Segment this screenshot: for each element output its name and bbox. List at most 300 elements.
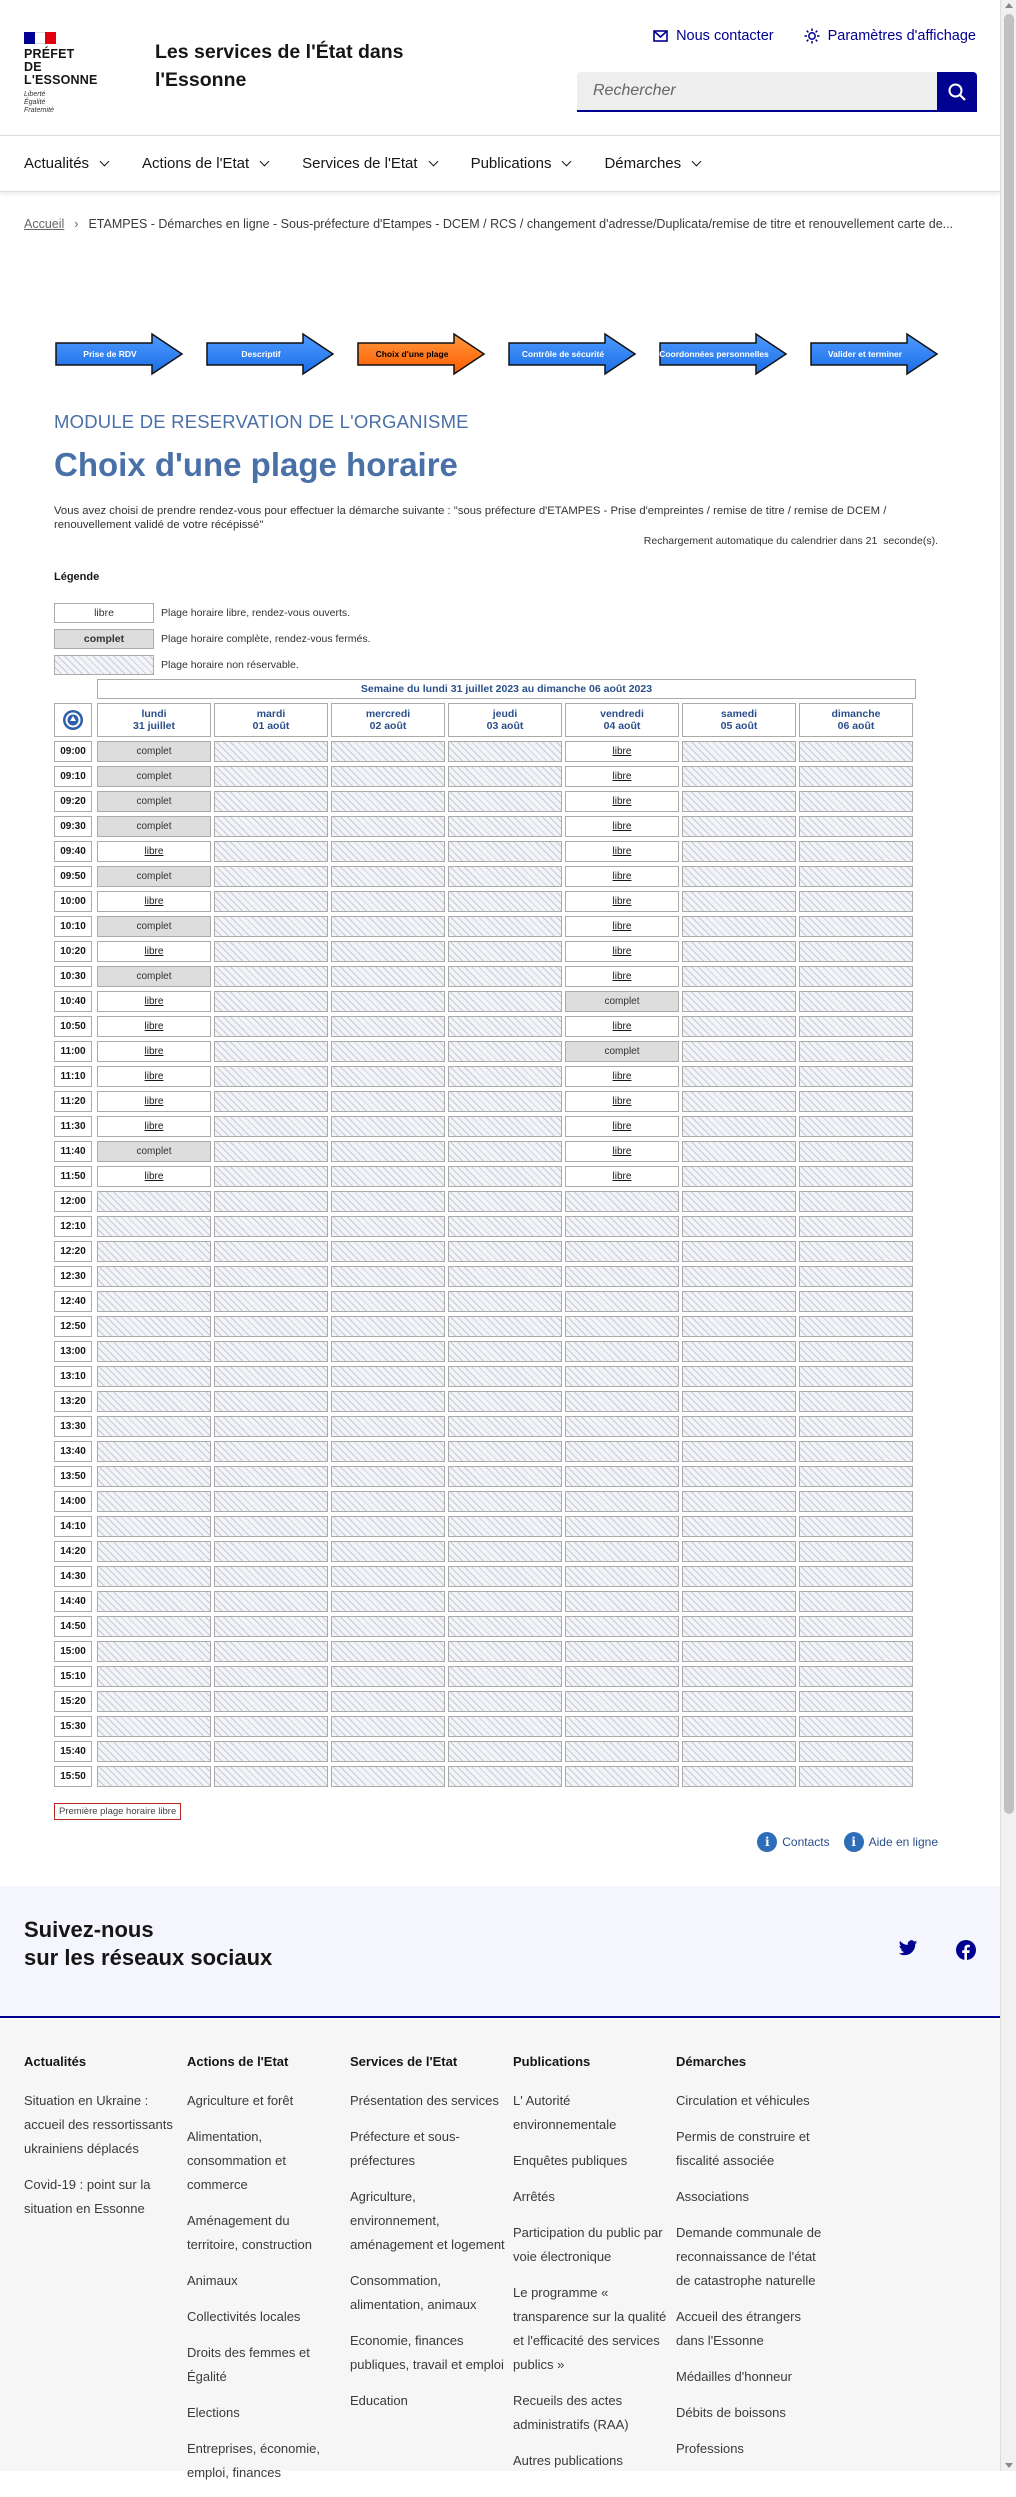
day-header-jeudi: jeudi 03 août xyxy=(448,703,562,737)
footer-link[interactable]: Recueils des actes administratifs (RAA) xyxy=(513,2393,629,2432)
slot-unavailable xyxy=(448,866,562,887)
slot-label: complet xyxy=(136,821,172,832)
time-row xyxy=(54,916,916,937)
slot-unavailable xyxy=(97,1441,211,1462)
slot-unavailable xyxy=(331,1541,445,1562)
slot-unavailable xyxy=(214,1216,328,1237)
slot-unavailable xyxy=(799,1166,913,1187)
slot-unavailable xyxy=(214,1141,328,1162)
slot-unavailable xyxy=(214,791,328,812)
breadcrumb-current: ETAMPES - Démarches en ligne - Sous-préfecture d'Etampes - DCEM / RCS / changement d'adresse/Duplicata/remise de titre et renouvellement carte de... xyxy=(88,217,954,231)
search-bar xyxy=(577,72,977,112)
slot-unavailable xyxy=(331,941,445,962)
calendar-nav-button[interactable] xyxy=(54,703,92,737)
slot-label: complet xyxy=(604,996,640,1007)
time-row xyxy=(54,1516,916,1537)
slot-unavailable xyxy=(214,1116,328,1137)
step-1[interactable] xyxy=(54,333,184,375)
time-row xyxy=(54,791,916,812)
slot-libre[interactable] xyxy=(565,966,679,987)
slot-libre[interactable] xyxy=(97,941,211,962)
slot-unavailable xyxy=(331,1191,445,1212)
time-label: 11:30 xyxy=(54,1116,92,1137)
slot-unavailable xyxy=(331,1641,445,1662)
slot-unavailable xyxy=(565,1516,679,1537)
time-row xyxy=(54,1666,916,1687)
slot-unavailable xyxy=(799,1541,913,1562)
time-row xyxy=(54,941,916,962)
contacts-link[interactable]: i Contacts xyxy=(757,1832,829,1852)
time-label: 10:20 xyxy=(54,941,92,962)
time-row xyxy=(54,1366,916,1387)
slot-unavailable xyxy=(214,1766,328,1787)
footer-link[interactable]: Agriculture et forêt xyxy=(187,2093,294,2108)
slot-complet xyxy=(97,966,211,987)
footer-link[interactable]: Professions xyxy=(676,2441,744,2456)
slot-label: libre xyxy=(144,946,164,957)
slot-label: complet xyxy=(136,796,172,807)
time-row xyxy=(54,1241,916,1262)
social-title: Suivez-nous sur les réseaux sociaux xyxy=(24,1917,273,1970)
slot-unavailable xyxy=(565,1266,679,1287)
footer-link[interactable]: Enquêtes publiques xyxy=(513,2153,628,2168)
slot-label: complet xyxy=(136,746,172,757)
time-row xyxy=(54,1641,916,1662)
slot-unavailable xyxy=(682,1341,796,1362)
slot-libre[interactable] xyxy=(97,1091,211,1112)
slot-unavailable xyxy=(682,1241,796,1262)
social-icons xyxy=(898,1940,976,1960)
slot-label: libre xyxy=(144,1096,164,1107)
time-row xyxy=(54,1716,916,1737)
slot-unavailable xyxy=(799,966,913,987)
footer-column xyxy=(187,2054,342,2497)
footer-link[interactable]: Permis de construire et fiscalité associée xyxy=(676,2129,810,2168)
footer-link[interactable]: Le programme « transparence sur la qualité et l'efficacité des services publics » xyxy=(513,2285,667,2372)
nav-item-demarches[interactable]: Démarches xyxy=(604,155,700,172)
slot-unavailable xyxy=(331,1491,445,1512)
slot-unavailable xyxy=(682,791,796,812)
slot-unavailable xyxy=(448,1716,562,1737)
slot-libre[interactable] xyxy=(97,1166,211,1187)
chevron-down-icon xyxy=(692,157,702,167)
breadcrumb xyxy=(0,192,990,238)
slot-unavailable xyxy=(97,1666,211,1687)
slot-unavailable xyxy=(565,1341,679,1362)
nav-item-publications[interactable]: Publications xyxy=(471,155,571,172)
footer-column xyxy=(676,2054,831,2473)
time-label: 12:30 xyxy=(54,1266,92,1287)
slot-label: libre xyxy=(144,846,164,857)
slot-unavailable xyxy=(448,766,562,787)
footer-link[interactable]: Agriculture, environnement, aménagement et logement xyxy=(350,2189,505,2252)
time-row xyxy=(54,1766,916,1787)
slot-label: complet xyxy=(604,1046,640,1057)
slot-unavailable xyxy=(448,1016,562,1037)
slot-libre[interactable] xyxy=(97,991,211,1012)
slot-unavailable xyxy=(331,1416,445,1437)
slot-label: libre xyxy=(612,1146,632,1157)
slot-unavailable xyxy=(331,1241,445,1262)
slot-unavailable xyxy=(799,1241,913,1262)
slot-unavailable xyxy=(214,1566,328,1587)
step-label: Contrôle de sécurité xyxy=(521,349,605,359)
slot-unavailable xyxy=(682,1091,796,1112)
slot-label: libre xyxy=(144,1171,164,1182)
main-navigation xyxy=(0,136,1000,192)
slot-unavailable xyxy=(214,891,328,912)
footer-link[interactable]: Autres publications xyxy=(513,2453,623,2468)
slot-unavailable xyxy=(331,741,445,762)
slot-unavailable xyxy=(331,1166,445,1187)
time-row xyxy=(54,1341,916,1362)
slot-libre[interactable] xyxy=(565,816,679,837)
step-3[interactable] xyxy=(356,333,486,375)
slot-unavailable xyxy=(448,841,562,862)
time-label: 10:50 xyxy=(54,1016,92,1037)
time-label: 12:40 xyxy=(54,1291,92,1312)
slot-unavailable xyxy=(799,941,913,962)
slot-unavailable xyxy=(799,1491,913,1512)
footer-link[interactable]: Préfecture et sous-préfectures xyxy=(350,2129,460,2168)
footer-link[interactable]: Economie, finances publiques, travail et emploi xyxy=(350,2333,504,2372)
slot-unavailable xyxy=(799,766,913,787)
footer-link[interactable]: Aménagement du territoire, construction xyxy=(187,2213,312,2252)
time-label: 09:20 xyxy=(54,791,92,812)
footer-link[interactable]: Education xyxy=(350,2393,408,2408)
nav-item-services[interactable]: Services de l'Etat xyxy=(302,155,436,172)
footer-link[interactable]: Médailles d'honneur xyxy=(676,2369,792,2384)
slot-unavailable xyxy=(214,1291,328,1312)
slot-libre[interactable] xyxy=(565,866,679,887)
slot-libre[interactable] xyxy=(565,766,679,787)
time-label: 10:30 xyxy=(54,966,92,987)
time-label: 12:50 xyxy=(54,1316,92,1337)
slot-label: complet xyxy=(136,771,172,782)
slot-unavailable xyxy=(448,1041,562,1062)
slot-libre[interactable] xyxy=(97,1066,211,1087)
footer-link[interactable]: Droits des femmes et Égalité xyxy=(187,2345,310,2384)
slot-label: libre xyxy=(144,896,164,907)
time-row xyxy=(54,841,916,862)
slot-unavailable xyxy=(214,766,328,787)
slot-unavailable xyxy=(565,1291,679,1312)
slot-libre[interactable] xyxy=(565,791,679,812)
slot-unavailable xyxy=(565,1616,679,1637)
slot-unavailable xyxy=(565,1391,679,1412)
slot-unavailable xyxy=(682,1191,796,1212)
step-label: Descriptif xyxy=(241,349,281,359)
time-row xyxy=(54,1316,916,1337)
slot-unavailable xyxy=(448,1191,562,1212)
search-button[interactable] xyxy=(937,72,977,112)
slot-unavailable xyxy=(565,1541,679,1562)
slot-unavailable xyxy=(448,1741,562,1762)
chevron-down-icon xyxy=(100,157,110,167)
first-free-slot-button[interactable]: Première plage horaire libre xyxy=(54,1803,181,1820)
time-label: 11:40 xyxy=(54,1141,92,1162)
slot-unavailable xyxy=(214,841,328,862)
slot-unavailable xyxy=(448,991,562,1012)
slot-unavailable xyxy=(97,1466,211,1487)
slot-libre[interactable] xyxy=(565,1091,679,1112)
slot-unavailable xyxy=(682,866,796,887)
slot-unavailable xyxy=(214,1441,328,1462)
time-label: 11:20 xyxy=(54,1091,92,1112)
footer-link[interactable]: Associations xyxy=(676,2189,749,2204)
slot-unavailable xyxy=(682,1416,796,1437)
slot-unavailable xyxy=(97,1316,211,1337)
slot-unavailable xyxy=(97,1366,211,1387)
time-label: 09:10 xyxy=(54,766,92,787)
slot-label: libre xyxy=(144,1071,164,1082)
slot-unavailable xyxy=(799,1641,913,1662)
slot-unavailable xyxy=(214,1091,328,1112)
footer-link[interactable]: Alimentation, consommation et commerce xyxy=(187,2129,286,2192)
time-label: 15:20 xyxy=(54,1691,92,1712)
display-settings-link[interactable] xyxy=(804,28,976,44)
slot-libre[interactable] xyxy=(565,1116,679,1137)
search-icon xyxy=(947,82,967,102)
slot-unavailable xyxy=(799,1216,913,1237)
scroll-up-icon[interactable] xyxy=(1005,3,1013,8)
slot-unavailable xyxy=(682,1666,796,1687)
time-label: 14:00 xyxy=(54,1491,92,1512)
slot-libre[interactable] xyxy=(565,1016,679,1037)
display-settings-label: Paramètres d'affichage xyxy=(827,28,976,44)
slot-unavailable xyxy=(682,1766,796,1787)
footer-heading: Actions de l'Etat xyxy=(187,2054,289,2069)
slot-unavailable xyxy=(448,1566,562,1587)
slot-unavailable xyxy=(682,1166,796,1187)
slot-unavailable xyxy=(682,1691,796,1712)
slot-complet xyxy=(565,1041,679,1062)
scroll-down-icon[interactable] xyxy=(1005,2463,1013,2468)
twitter-icon[interactable] xyxy=(898,1940,918,1957)
day-header-dimanche: dimanche 06 août xyxy=(799,703,913,737)
footer-link[interactable]: Collectivités locales xyxy=(187,2309,301,2324)
legend-free: libre Plage horaire libre, rendez-vous ouverts. xyxy=(54,603,350,623)
slot-unavailable xyxy=(565,1441,679,1462)
footer-link[interactable]: L' Autorité environnementale xyxy=(513,2093,617,2132)
slot-unavailable xyxy=(799,1141,913,1162)
slot-unavailable xyxy=(214,1541,328,1562)
slot-unavailable xyxy=(214,1016,328,1037)
slot-unavailable xyxy=(682,1466,796,1487)
slot-unavailable xyxy=(331,1616,445,1637)
slot-unavailable xyxy=(97,1766,211,1787)
time-row xyxy=(54,1541,916,1562)
slot-libre[interactable] xyxy=(565,741,679,762)
slot-libre[interactable] xyxy=(565,1066,679,1087)
slot-complet xyxy=(97,791,211,812)
slot-unavailable xyxy=(682,1041,796,1062)
slot-unavailable xyxy=(448,1416,562,1437)
time-label: 15:10 xyxy=(54,1666,92,1687)
slot-label: libre xyxy=(612,1121,632,1132)
slot-unavailable xyxy=(331,1016,445,1037)
slot-unavailable xyxy=(331,1066,445,1087)
footer-link[interactable]: Accueil des étrangers dans l'Essonne xyxy=(676,2309,802,2348)
slot-unavailable xyxy=(799,1741,913,1762)
slot-label: libre xyxy=(612,846,632,857)
footer-link[interactable]: Animaux xyxy=(187,2273,238,2288)
slot-unavailable xyxy=(799,1766,913,1787)
slot-label: libre xyxy=(612,871,632,882)
slot-unavailable xyxy=(331,1716,445,1737)
slot-unavailable xyxy=(331,766,445,787)
footer-link[interactable]: Covid-19 : point sur la situation en Essonne xyxy=(24,2177,151,2216)
legend-swatch-full: complet xyxy=(54,629,154,649)
step-6[interactable] xyxy=(809,333,939,375)
step-label: Prise de RDV xyxy=(83,349,137,359)
footer-heading: Publications xyxy=(513,2054,591,2069)
slot-unavailable xyxy=(448,1641,562,1662)
slot-unavailable xyxy=(565,1316,679,1337)
nav-item-actions[interactable]: Actions de l'Etat xyxy=(142,155,268,172)
slot-unavailable xyxy=(682,1491,796,1512)
site-title[interactable]: Les services de l'État dans l'Essonne xyxy=(155,41,404,91)
time-label: 13:00 xyxy=(54,1341,92,1362)
time-label: 09:50 xyxy=(54,866,92,887)
search-input[interactable]: Rechercher xyxy=(577,72,937,112)
logo-line-2: DE L'ESSONNE xyxy=(24,60,98,87)
slot-libre[interactable] xyxy=(97,1041,211,1062)
slot-label: libre xyxy=(612,1021,632,1032)
time-label: 13:10 xyxy=(54,1366,92,1387)
slot-unavailable xyxy=(448,1541,562,1562)
slot-complet xyxy=(97,816,211,837)
page-scrollbar[interactable] xyxy=(1000,0,1016,2471)
slot-unavailable xyxy=(214,1366,328,1387)
slot-libre[interactable] xyxy=(565,891,679,912)
time-row xyxy=(54,1466,916,1487)
slot-libre[interactable] xyxy=(565,1141,679,1162)
slot-unavailable xyxy=(682,1291,796,1312)
time-label: 11:00 xyxy=(54,1041,92,1062)
chevron-down-icon xyxy=(428,157,438,167)
step-5[interactable] xyxy=(658,333,788,375)
slot-libre[interactable] xyxy=(565,916,679,937)
time-label: 11:10 xyxy=(54,1066,92,1087)
slot-unavailable xyxy=(448,1691,562,1712)
prefect-logo[interactable] xyxy=(24,32,116,115)
slot-unavailable xyxy=(799,1566,913,1587)
logo-line-1: PRÉFET xyxy=(24,47,75,61)
step-2[interactable] xyxy=(205,333,335,375)
breadcrumb-home[interactable]: Accueil xyxy=(24,217,65,231)
legend-full: complet Plage horaire complète, rendez-vous fermés. xyxy=(54,629,371,649)
slot-unavailable xyxy=(799,1516,913,1537)
slot-unavailable xyxy=(331,1766,445,1787)
slot-unavailable xyxy=(565,1366,679,1387)
time-row xyxy=(54,741,916,762)
footer-heading: Actualités xyxy=(24,2054,87,2069)
time-row xyxy=(54,1291,916,1312)
slot-unavailable xyxy=(565,1491,679,1512)
slot-unavailable xyxy=(565,1716,679,1737)
slot-unavailable xyxy=(331,1741,445,1762)
footer-link[interactable]: Demande communale de reconnaissance de l'état de catastrophe naturelle xyxy=(676,2225,822,2288)
time-row xyxy=(54,1491,916,1512)
slot-unavailable xyxy=(97,1191,211,1212)
time-row xyxy=(54,866,916,887)
footer-link[interactable]: Circulation et véhicules xyxy=(676,2093,810,2108)
slot-unavailable xyxy=(448,1391,562,1412)
slot-label: libre xyxy=(612,771,632,782)
nav-item-actualites[interactable]: Actualités xyxy=(24,155,108,172)
footer-link[interactable]: Consommation, alimentation, animaux xyxy=(350,2273,477,2312)
slot-unavailable xyxy=(799,1366,913,1387)
slot-unavailable xyxy=(214,1241,328,1262)
legend-unavailable: Plage horaire non réservable. xyxy=(54,655,299,675)
footer-link[interactable]: Présentation des services xyxy=(350,2093,499,2108)
slot-libre[interactable] xyxy=(97,1016,211,1037)
slot-unavailable xyxy=(799,1466,913,1487)
slot-unavailable xyxy=(799,891,913,912)
slot-label: complet xyxy=(136,971,172,982)
slot-unavailable xyxy=(565,1766,679,1787)
slot-unavailable xyxy=(214,1666,328,1687)
footer-link[interactable]: Elections xyxy=(187,2405,240,2420)
time-label: 15:30 xyxy=(54,1716,92,1737)
slot-unavailable xyxy=(214,1266,328,1287)
calendar-nav-icon xyxy=(62,709,84,731)
slot-unavailable xyxy=(682,1441,796,1462)
slot-unavailable xyxy=(214,1416,328,1437)
slot-libre[interactable] xyxy=(97,891,211,912)
slot-libre[interactable] xyxy=(97,1116,211,1137)
slot-libre[interactable] xyxy=(565,1166,679,1187)
contact-link[interactable] xyxy=(653,28,774,44)
slot-unavailable xyxy=(799,741,913,762)
time-label: 14:30 xyxy=(54,1566,92,1587)
footer-link[interactable]: Participation du public par voie électronique xyxy=(513,2225,663,2264)
slot-unavailable xyxy=(331,1091,445,1112)
slot-unavailable xyxy=(682,1616,796,1637)
slot-unavailable xyxy=(799,1691,913,1712)
slot-unavailable xyxy=(799,1266,913,1287)
slot-libre[interactable] xyxy=(565,841,679,862)
scrollbar-thumb[interactable] xyxy=(1004,14,1014,1814)
footer-link[interactable]: Situation en Ukraine : accueil des ressortissants ukrainiens déplacés xyxy=(24,2093,173,2156)
slot-unavailable xyxy=(799,916,913,937)
slot-label: libre xyxy=(144,1021,164,1032)
facebook-icon[interactable] xyxy=(956,1940,976,1960)
slot-unavailable xyxy=(331,1666,445,1687)
footer-column xyxy=(350,2054,505,2425)
slot-unavailable xyxy=(448,1116,562,1137)
slot-complet xyxy=(97,866,211,887)
slot-complet xyxy=(97,916,211,937)
slot-unavailable xyxy=(97,1516,211,1537)
time-row xyxy=(54,1216,916,1237)
footer-link[interactable]: Entreprises, économie, emploi, finances xyxy=(187,2441,320,2480)
slot-libre[interactable] xyxy=(565,941,679,962)
slot-unavailable xyxy=(448,891,562,912)
footer-link[interactable]: Débits de boissons xyxy=(676,2405,786,2420)
slot-unavailable xyxy=(799,1091,913,1112)
slot-libre[interactable] xyxy=(97,841,211,862)
online-help-link[interactable]: i Aide en ligne xyxy=(844,1832,938,1852)
slot-unavailable xyxy=(331,1391,445,1412)
step-4[interactable] xyxy=(507,333,637,375)
slot-unavailable xyxy=(331,1291,445,1312)
footer-link[interactable]: Arrêtés xyxy=(513,2189,555,2204)
slot-unavailable xyxy=(682,1591,796,1612)
slot-unavailable xyxy=(448,741,562,762)
slot-unavailable xyxy=(799,1716,913,1737)
